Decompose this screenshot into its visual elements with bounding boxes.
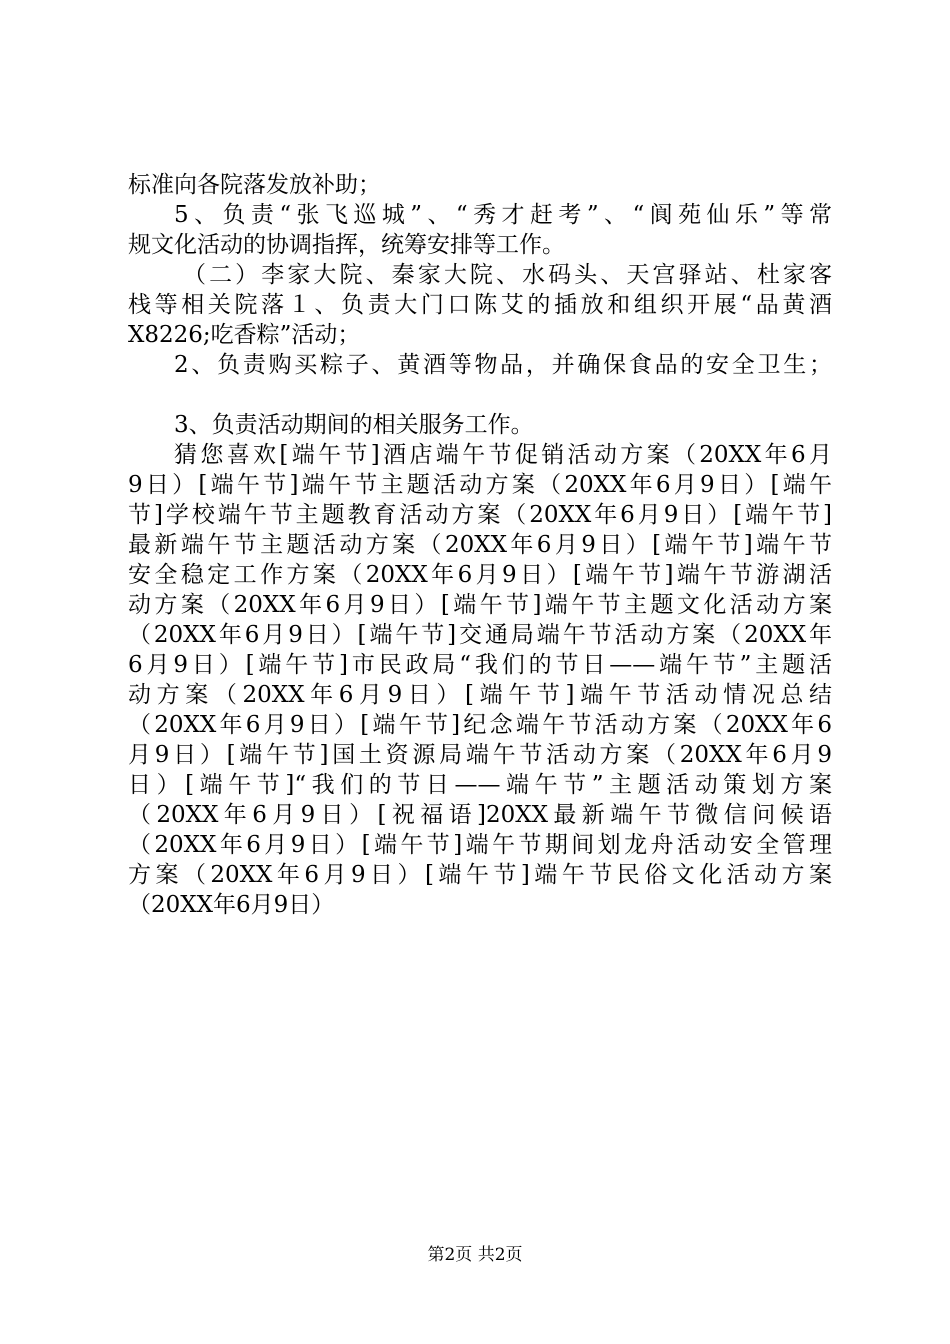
text-line: 日）[端午节]“我们的节日——端午节”主题活动策划方案 — [128, 772, 832, 798]
text-line: （20XX年6月9日）[端午节]交通局端午节活动方案（20XX年 — [128, 622, 832, 648]
text-line: （二）李家大院、秦家大院、水码头、天宫驿站、杜家客 — [183, 262, 832, 288]
body-text — [128, 170, 832, 920]
text-line: （20XX年6月9日）[祝福语]20XX最新端午节微信问候语 — [128, 802, 832, 828]
text-line: 动方案（20XX年6月9日）[端午节]端午节主题文化活动方案 — [128, 592, 832, 618]
text-line: 9日）[端午节]端午节主题活动方案（20XX年6月9日）[端午 — [128, 472, 832, 498]
text-line: 2、负责购买粽子、黄酒等物品，并确保食品的安全卫生； — [174, 352, 832, 378]
page-footer: 第2页 共2页 — [427, 1245, 523, 1265]
text-line: 安全稳定工作方案（20XX年6月9日）[端午节]端午节游湖活 — [128, 562, 832, 588]
text-line: （20XX年6月9日）[端午节]纪念端午节活动方案（20XX年6 — [128, 712, 832, 738]
text-line: 3、负责活动期间的相关服务工作。 — [174, 412, 534, 438]
paragraph-gap — [128, 380, 832, 410]
text-line: X8226;吃香粽”活动； — [128, 322, 361, 348]
text-line: （20XX年6月9日） — [128, 892, 335, 918]
text-line: 方案（20XX年6月9日）[端午节]端午节民俗文化活动方案 — [128, 862, 832, 888]
text-line: 猜您喜欢[端午节]酒店端午节促销活动方案（20XX年6月 — [174, 442, 832, 468]
text-line: 月9日）[端午节]国土资源局端午节活动方案（20XX年6月9 — [128, 742, 832, 768]
text-line: 6月9日）[端午节]市民政局“我们的节日——端午节”主题活 — [128, 652, 832, 678]
text-line: （20XX年6月9日）[端午节]端午节期间划龙舟活动安全管理 — [128, 832, 832, 858]
text-line: 标准向各院落发放补助； — [128, 172, 381, 198]
text-line: 规文化活动的协调指挥，统筹安排等工作。 — [128, 232, 565, 258]
text-line: 栈等相关院落１、负责大门口陈艾的插放和组织开展“品黄酒 — [128, 292, 832, 318]
text-line: 5、负责“张飞巡城”、“秀才赶考”、“阆苑仙乐”等常 — [174, 202, 832, 228]
text-line: 动方案（20XX年6月9日）[端午节]端午节活动情况总结 — [128, 682, 832, 708]
text-line: 最新端午节主题活动方案（20XX年6月9日）[端午节]端午节 — [128, 532, 832, 558]
text-line: 节]学校端午节主题教育活动方案（20XX年6月9日）[端午节] — [128, 502, 832, 528]
